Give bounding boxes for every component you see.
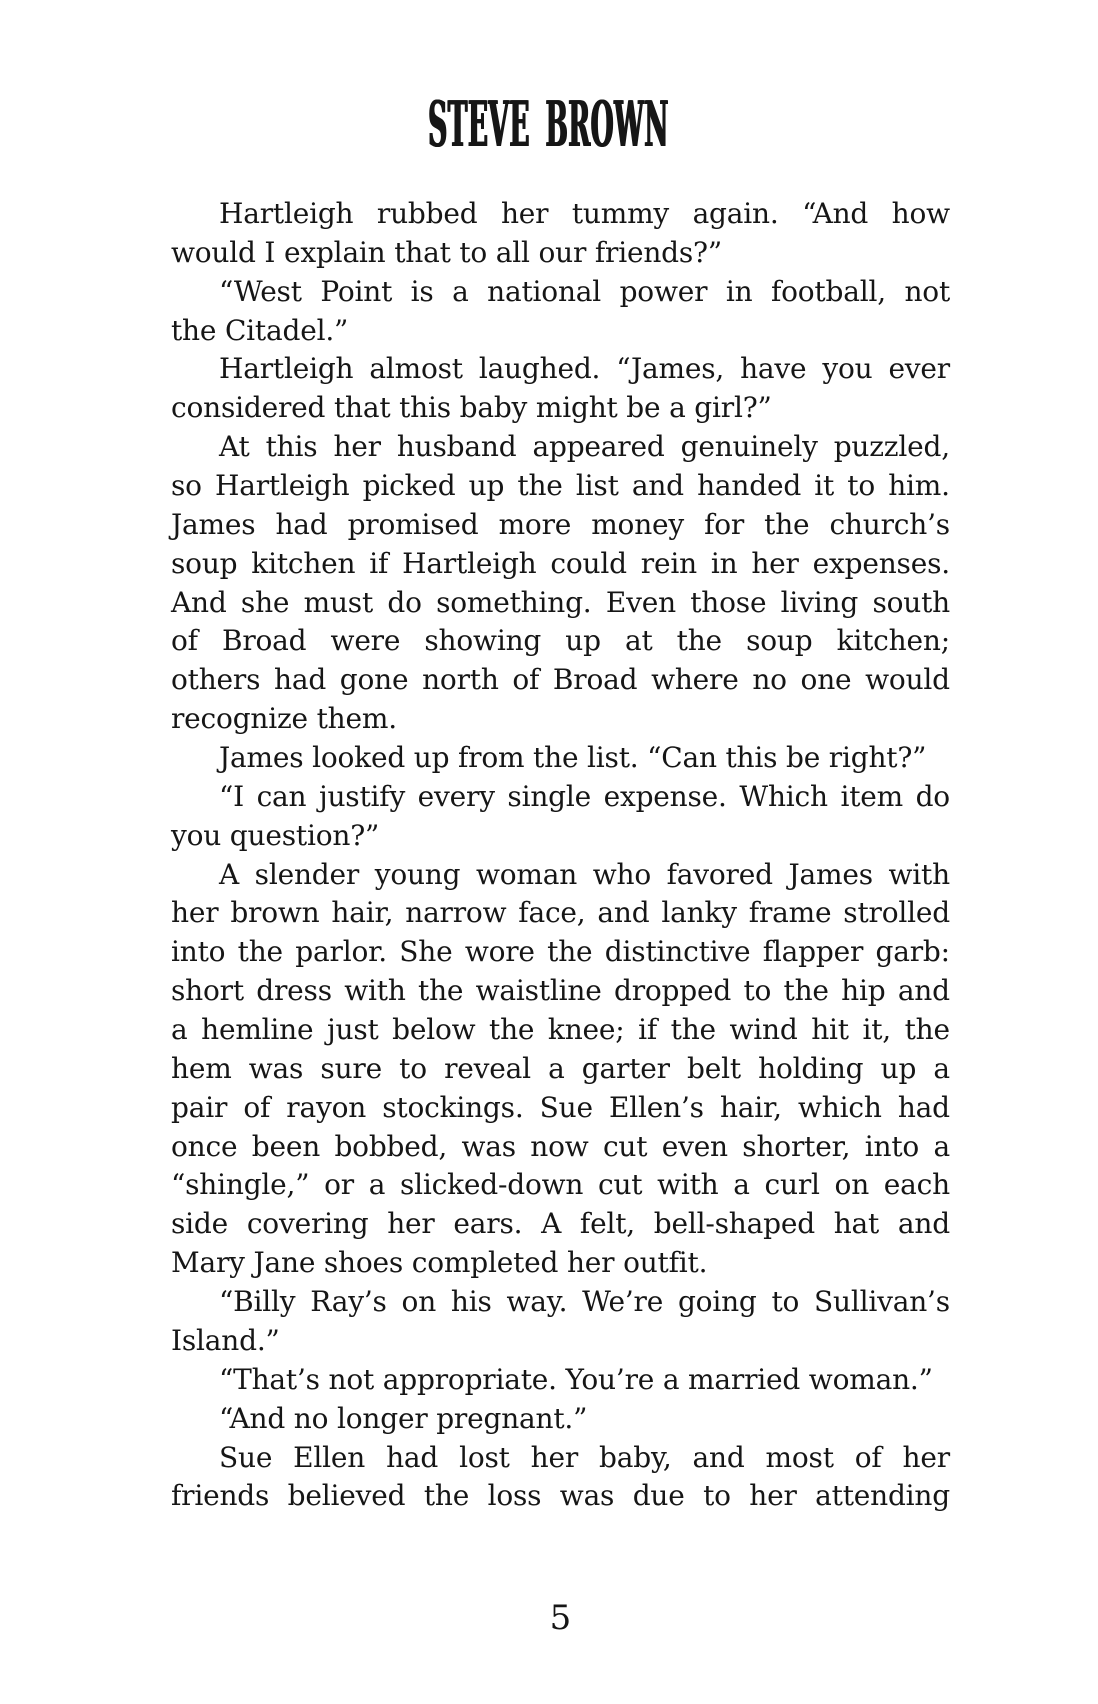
paragraph bbox=[171, 195, 950, 273]
word: rubbed bbox=[376, 197, 478, 230]
word: is bbox=[410, 274, 434, 308]
text-line bbox=[171, 661, 950, 700]
word: rayon bbox=[286, 1090, 367, 1124]
running-head bbox=[0, 89, 1098, 159]
word: how bbox=[891, 197, 950, 230]
text-line bbox=[171, 195, 950, 234]
word: garb: bbox=[875, 935, 950, 969]
word: ears. bbox=[453, 1207, 523, 1241]
word: once bbox=[171, 1129, 238, 1163]
word: parlor. bbox=[295, 935, 387, 969]
word: at bbox=[624, 624, 653, 658]
word: and bbox=[597, 896, 650, 930]
word: Sue bbox=[219, 1440, 273, 1474]
word: expenses. bbox=[812, 546, 950, 580]
word: was bbox=[559, 1479, 615, 1513]
word: in bbox=[725, 274, 753, 308]
text-line: considered that this baby might be a girl?” bbox=[171, 391, 772, 425]
word: We’re bbox=[582, 1285, 664, 1319]
word: to bbox=[399, 1051, 427, 1085]
word: short bbox=[171, 974, 244, 1008]
text-line bbox=[171, 350, 950, 389]
word: belt bbox=[687, 1051, 741, 1085]
word: her bbox=[171, 896, 219, 930]
word: going bbox=[677, 1285, 757, 1319]
text-line: the Citadel.” bbox=[171, 313, 349, 347]
word: favored bbox=[666, 857, 773, 891]
word: Ellen bbox=[293, 1440, 366, 1474]
word: Sue bbox=[539, 1090, 593, 1124]
word: can bbox=[256, 779, 307, 813]
word: hemline bbox=[201, 1013, 314, 1047]
word: bell-shaped bbox=[653, 1207, 815, 1241]
running-head-title: STEVE BROWN bbox=[428, 87, 670, 161]
word: pair bbox=[171, 1090, 228, 1124]
word: on bbox=[401, 1285, 437, 1319]
word: so bbox=[171, 469, 202, 503]
word: kitchen; bbox=[836, 624, 950, 658]
word: had bbox=[386, 1440, 439, 1474]
text-line bbox=[171, 1011, 950, 1050]
text-line bbox=[171, 1205, 950, 1244]
word: Ray’s bbox=[310, 1285, 387, 1319]
text-line bbox=[171, 506, 950, 545]
word: something. bbox=[436, 585, 592, 619]
paragraph bbox=[171, 856, 950, 1283]
text-line bbox=[171, 1128, 950, 1167]
word: Broad bbox=[221, 624, 307, 658]
word: wind bbox=[729, 1013, 798, 1047]
word: Hartleigh bbox=[219, 352, 354, 386]
word: garter bbox=[581, 1051, 670, 1085]
word: friends bbox=[171, 1479, 270, 1513]
word: picked bbox=[362, 469, 456, 503]
text-line bbox=[171, 1439, 950, 1478]
word: do bbox=[915, 779, 950, 813]
word: holding bbox=[758, 1051, 864, 1085]
word: again. bbox=[692, 197, 779, 230]
word: “James, bbox=[616, 352, 725, 386]
word: the bbox=[237, 935, 283, 969]
text-line bbox=[171, 273, 950, 312]
word: shorter, bbox=[742, 1129, 851, 1163]
word: almost bbox=[369, 352, 463, 386]
word: hem bbox=[171, 1051, 232, 1085]
word: and bbox=[897, 1207, 950, 1241]
text-line bbox=[171, 1166, 950, 1205]
word: of bbox=[854, 1440, 882, 1474]
word: young bbox=[374, 857, 461, 891]
word: just bbox=[327, 1013, 379, 1047]
word: knee; bbox=[547, 1013, 625, 1047]
word: had bbox=[275, 507, 328, 541]
paragraph bbox=[171, 350, 950, 428]
word: if bbox=[369, 546, 389, 580]
word: power bbox=[619, 274, 708, 308]
word: been bbox=[251, 1129, 321, 1163]
word: “West bbox=[219, 274, 302, 308]
word: cut bbox=[602, 1129, 648, 1163]
word: A bbox=[541, 1207, 562, 1241]
word: item bbox=[840, 779, 903, 813]
word: the bbox=[670, 1013, 716, 1047]
word: soup bbox=[746, 624, 813, 658]
word: of bbox=[512, 663, 540, 697]
word: believed bbox=[287, 1479, 406, 1513]
text-line bbox=[171, 622, 950, 661]
word: “shingle,” bbox=[171, 1168, 310, 1202]
word: could bbox=[550, 546, 627, 580]
word: showing bbox=[424, 624, 542, 658]
word: those bbox=[690, 585, 767, 619]
word: the bbox=[676, 624, 722, 658]
word: his bbox=[450, 1285, 492, 1319]
word: the bbox=[547, 935, 593, 969]
word: “And bbox=[802, 197, 869, 230]
text-line bbox=[171, 933, 950, 972]
word: had bbox=[897, 1090, 950, 1124]
word: At bbox=[219, 430, 250, 464]
word: flapper bbox=[762, 935, 864, 969]
word: the bbox=[764, 507, 810, 541]
text-line bbox=[171, 545, 950, 584]
text-line bbox=[171, 894, 950, 933]
word: brown bbox=[230, 896, 320, 930]
word: and bbox=[692, 1440, 745, 1474]
word: to bbox=[703, 1479, 731, 1513]
word: others bbox=[171, 663, 261, 697]
word: Hartleigh bbox=[219, 197, 354, 230]
word: up bbox=[468, 469, 505, 503]
word: to bbox=[743, 974, 772, 1008]
paragraph bbox=[171, 1283, 950, 1361]
word: Even bbox=[605, 585, 676, 619]
word: gone bbox=[339, 663, 409, 697]
text-line bbox=[171, 467, 950, 506]
word: list bbox=[575, 469, 619, 503]
word: Hartleigh bbox=[402, 546, 537, 580]
word: who bbox=[592, 857, 651, 891]
paragraph bbox=[171, 273, 950, 351]
word: husband bbox=[396, 430, 517, 464]
word: into bbox=[864, 1129, 920, 1163]
text-line: James looked up from the list. “Can this be right?” bbox=[219, 741, 927, 775]
word: James bbox=[788, 857, 873, 891]
word: “I bbox=[219, 779, 244, 813]
word: kitchen bbox=[251, 546, 356, 580]
word: north bbox=[422, 663, 499, 697]
word: expense. bbox=[603, 779, 727, 813]
paragraph bbox=[171, 739, 950, 778]
word: up bbox=[880, 1051, 917, 1085]
word: to bbox=[847, 469, 876, 503]
paragraph bbox=[171, 1361, 950, 1400]
word: it, bbox=[862, 1013, 891, 1047]
text-line bbox=[171, 856, 950, 895]
word: each bbox=[883, 1168, 950, 1202]
word: Ellen’s bbox=[609, 1090, 704, 1124]
word: a bbox=[171, 1013, 188, 1047]
word: of bbox=[171, 624, 198, 658]
word: south bbox=[872, 585, 950, 619]
paragraph bbox=[171, 778, 950, 856]
text-line bbox=[171, 778, 950, 817]
text-line bbox=[171, 428, 950, 467]
word: rein bbox=[640, 546, 697, 580]
word: genuinely bbox=[680, 430, 818, 464]
word: narrow bbox=[405, 896, 507, 930]
word: to bbox=[771, 1285, 800, 1319]
word: him. bbox=[888, 469, 950, 503]
word: and bbox=[631, 469, 684, 503]
word: her bbox=[749, 1479, 797, 1513]
word: was bbox=[248, 1051, 304, 1085]
word: the bbox=[904, 1013, 950, 1047]
word: single bbox=[507, 779, 592, 813]
word: soup bbox=[171, 546, 238, 580]
text-line: “That’s not appropriate. You’re a married woman.” bbox=[219, 1362, 933, 1396]
word: attending bbox=[815, 1479, 950, 1513]
text-line bbox=[171, 972, 950, 1011]
word: her bbox=[530, 1440, 579, 1474]
text-line: Island.” bbox=[171, 1323, 280, 1357]
word: hat bbox=[833, 1207, 880, 1241]
word: woman bbox=[476, 857, 578, 891]
word: with bbox=[344, 974, 406, 1008]
word: for bbox=[704, 507, 745, 541]
text-line bbox=[171, 1050, 950, 1089]
word: or bbox=[324, 1168, 354, 1202]
word: the bbox=[418, 974, 464, 1008]
word: James bbox=[171, 507, 256, 541]
word: had bbox=[274, 663, 327, 697]
word: lanky bbox=[661, 896, 737, 930]
word: wore bbox=[464, 935, 535, 969]
word: hip bbox=[841, 974, 886, 1008]
text-line: you question?” bbox=[171, 818, 380, 852]
word: which bbox=[798, 1090, 882, 1124]
word: covering bbox=[246, 1207, 369, 1241]
word: with bbox=[657, 1168, 719, 1202]
word: with bbox=[888, 857, 950, 891]
word: one bbox=[800, 663, 852, 697]
word: slicked-down bbox=[399, 1168, 584, 1202]
word: loss bbox=[487, 1479, 542, 1513]
word: Point bbox=[320, 274, 393, 308]
word: A bbox=[219, 857, 240, 891]
text-line: would I explain that to all our friends?” bbox=[171, 235, 722, 269]
word: not bbox=[904, 274, 950, 308]
text-line bbox=[171, 584, 950, 623]
word: her bbox=[902, 1440, 950, 1474]
word: handed bbox=[697, 469, 802, 503]
text-line bbox=[171, 1089, 950, 1128]
word: would bbox=[865, 663, 950, 697]
word: a bbox=[933, 1051, 950, 1085]
word: slender bbox=[254, 857, 360, 891]
word: into bbox=[171, 935, 226, 969]
word: her bbox=[387, 1207, 435, 1241]
word: must bbox=[303, 585, 374, 619]
word: more bbox=[498, 507, 572, 541]
paragraph bbox=[171, 1400, 950, 1439]
word: it bbox=[814, 469, 835, 503]
word: do bbox=[387, 585, 422, 619]
word: stockings. bbox=[382, 1090, 524, 1124]
word: her bbox=[333, 430, 381, 464]
word: national bbox=[487, 274, 602, 308]
word: puzzled, bbox=[833, 430, 950, 464]
word: every bbox=[417, 779, 495, 813]
word: and bbox=[897, 974, 950, 1008]
page-number: 5 bbox=[549, 1598, 572, 1638]
word: Hartleigh bbox=[215, 469, 350, 503]
word: She bbox=[399, 935, 453, 969]
word: most bbox=[765, 1440, 834, 1474]
word: her bbox=[500, 197, 549, 230]
word: even bbox=[661, 1129, 728, 1163]
word: tummy bbox=[571, 197, 670, 230]
word: was bbox=[461, 1129, 516, 1163]
text-line: Mary Jane shoes completed her outfit. bbox=[171, 1246, 708, 1280]
word: money bbox=[591, 507, 685, 541]
word: on bbox=[834, 1168, 870, 1202]
word: dropped bbox=[613, 974, 732, 1008]
word: “Billy bbox=[219, 1285, 296, 1319]
word: lost bbox=[459, 1440, 510, 1474]
word: appeared bbox=[532, 430, 665, 464]
word: hit bbox=[811, 1013, 849, 1047]
word: in bbox=[710, 546, 738, 580]
word: ever bbox=[888, 352, 950, 386]
word: Broad bbox=[552, 663, 638, 697]
word: distinctive bbox=[604, 935, 751, 969]
word: laughed. bbox=[478, 352, 601, 386]
word: church’s bbox=[829, 507, 950, 541]
word: justify bbox=[318, 779, 406, 813]
word: Sullivan’s bbox=[814, 1285, 950, 1319]
word: now bbox=[530, 1129, 589, 1163]
word: you bbox=[822, 352, 873, 386]
word: reveal bbox=[444, 1051, 531, 1085]
text-line bbox=[171, 1283, 950, 1322]
word: And bbox=[171, 585, 227, 619]
word: way. bbox=[506, 1285, 568, 1319]
word: where bbox=[651, 663, 739, 697]
word: have bbox=[740, 352, 807, 386]
word: promised bbox=[347, 507, 479, 541]
page-body bbox=[171, 195, 950, 1516]
word: a bbox=[733, 1168, 750, 1202]
word: of bbox=[243, 1090, 271, 1124]
text-line: “And no longer pregnant.” bbox=[219, 1401, 588, 1435]
word: cut bbox=[597, 1168, 643, 1202]
word: a bbox=[368, 1168, 386, 1202]
word: due bbox=[632, 1479, 685, 1513]
word: felt, bbox=[579, 1207, 635, 1241]
paragraph bbox=[171, 428, 950, 739]
word: hair, bbox=[719, 1090, 782, 1124]
word: waistline bbox=[475, 974, 602, 1008]
word: were bbox=[330, 624, 401, 658]
word: a bbox=[548, 1051, 565, 1085]
word: frame bbox=[748, 896, 832, 930]
word: Which bbox=[739, 779, 828, 813]
word: strolled bbox=[843, 896, 950, 930]
word: she bbox=[240, 585, 290, 619]
word: curl bbox=[764, 1168, 820, 1202]
word: if bbox=[638, 1013, 658, 1047]
word: bobbed, bbox=[334, 1129, 448, 1163]
word: baby, bbox=[599, 1440, 672, 1474]
paragraph bbox=[171, 1439, 950, 1517]
text-line: recognize them. bbox=[171, 702, 397, 736]
word: the bbox=[783, 974, 829, 1008]
word: a bbox=[933, 1129, 950, 1163]
text-line bbox=[171, 1477, 950, 1516]
word: this bbox=[265, 430, 318, 464]
word: hair, bbox=[331, 896, 394, 930]
word: face, bbox=[518, 896, 586, 930]
word: football, bbox=[770, 274, 886, 308]
word: the bbox=[489, 1013, 535, 1047]
word: the bbox=[517, 469, 563, 503]
word: side bbox=[171, 1207, 229, 1241]
word: living bbox=[780, 585, 859, 619]
word: the bbox=[423, 1479, 470, 1513]
word: her bbox=[751, 546, 799, 580]
word: dress bbox=[256, 974, 332, 1008]
word: no bbox=[752, 663, 787, 697]
word: below bbox=[392, 1013, 476, 1047]
word: up bbox=[565, 624, 601, 658]
word: sure bbox=[320, 1051, 382, 1085]
word: a bbox=[452, 274, 469, 308]
